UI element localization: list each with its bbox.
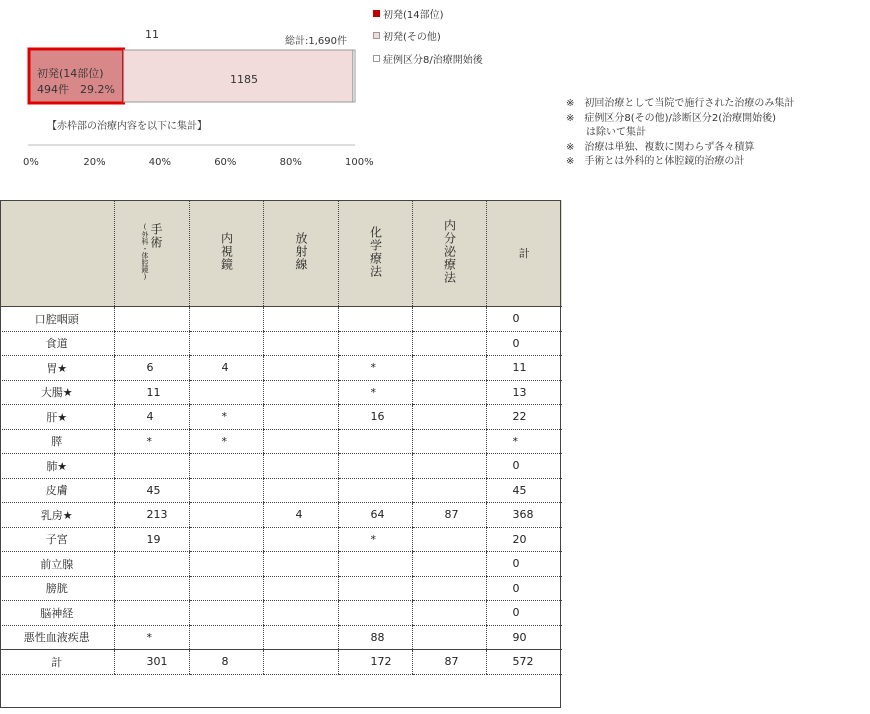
- table-cell: [189, 503, 263, 528]
- table-row: [0, 454, 562, 479]
- table-cell: [338, 331, 412, 356]
- table-cell: [114, 552, 189, 577]
- table-row: [0, 478, 562, 503]
- x-tick-label: 60%: [214, 157, 237, 168]
- table-cell: [189, 552, 263, 577]
- notes: [566, 97, 794, 170]
- table-cell: [263, 331, 338, 356]
- highlight-label-line2: 494件 29.2%: [37, 83, 115, 96]
- legend-label: 初発(その他): [383, 32, 441, 43]
- table-cell: 0: [486, 552, 562, 577]
- table-cell: 0: [486, 331, 562, 356]
- header-chemotherapy: [338, 200, 412, 307]
- table-cell: 16: [338, 405, 412, 430]
- table-cell: *: [338, 380, 412, 405]
- segment-label-top: 11: [145, 28, 159, 41]
- table-cell: 0: [486, 307, 562, 332]
- note-line: ※ 治療は単独、複数に関わらず各々積算: [566, 141, 755, 153]
- table-cell: [412, 331, 486, 356]
- table-cell: [412, 478, 486, 503]
- table-cell: 0: [486, 601, 562, 626]
- table-cell: [189, 576, 263, 601]
- table-cell: [263, 356, 338, 381]
- table-row: [0, 331, 562, 356]
- table-cell: [263, 650, 338, 675]
- header-radiation-label: 放射線: [294, 232, 308, 271]
- table-cell: 572: [486, 650, 562, 675]
- legend-swatch-white: [373, 55, 380, 62]
- table-row: [0, 576, 562, 601]
- table-cell: [412, 307, 486, 332]
- table-cell: [412, 625, 486, 650]
- x-tick-label: 40%: [148, 157, 172, 168]
- note-line: ※ 初回治療として当院で施行された治療のみ集計: [566, 98, 795, 109]
- x-tick-label: 100%: [345, 157, 374, 168]
- table-cell: [338, 429, 412, 454]
- table-cell: 4: [114, 405, 189, 430]
- table-cell: [263, 380, 338, 405]
- table-cell: 45: [114, 478, 189, 503]
- row-label: 悪性血液疾患: [0, 625, 114, 650]
- table-cell: 87: [412, 650, 486, 675]
- table-cell: 45: [486, 478, 562, 503]
- table-cell: [412, 552, 486, 577]
- table-cell: [114, 601, 189, 626]
- highlight-label-line1: 初発(14部位): [37, 67, 104, 80]
- table-cell: [263, 478, 338, 503]
- table-cell: [338, 601, 412, 626]
- table-cell: [412, 576, 486, 601]
- table-cell: [189, 454, 263, 479]
- table-cell: [263, 576, 338, 601]
- table-row: [0, 601, 562, 626]
- table-row: [0, 625, 562, 650]
- table-cell: *: [189, 429, 263, 454]
- table-cell: *: [338, 356, 412, 381]
- x-tick-label: 0%: [23, 157, 39, 168]
- row-label: 胃★: [0, 356, 114, 381]
- table-cell: [263, 429, 338, 454]
- header-total: [486, 200, 562, 307]
- row-label: 肝★: [0, 405, 114, 430]
- header-endocrine-label: 内分泌療法: [442, 219, 457, 284]
- table-cell: 301: [114, 650, 189, 675]
- table-cell: [338, 454, 412, 479]
- table-cell: 8: [189, 650, 263, 675]
- row-label: 肺★: [0, 454, 114, 479]
- table-cell: [189, 380, 263, 405]
- table-row: [0, 380, 562, 405]
- table-cell: 13: [486, 380, 562, 405]
- table-cell: [189, 625, 263, 650]
- table-header-row: [0, 200, 562, 307]
- row-label: 脳神経: [0, 601, 114, 626]
- row-label: 膵: [0, 429, 114, 454]
- table-cell: *: [114, 625, 189, 650]
- table-cell: 20: [486, 527, 562, 552]
- x-tick-label: 80%: [279, 157, 302, 168]
- x-tick-label: 20%: [83, 157, 106, 168]
- table-row: [0, 356, 562, 381]
- table-cell: *: [189, 405, 263, 430]
- table-row: [0, 527, 562, 552]
- header-corner: [0, 200, 114, 307]
- chart-caption: 【赤枠部の治療内容を以下に集計】: [47, 121, 207, 132]
- header-surgery-main: 手術: [149, 222, 163, 249]
- row-label: 前立腺: [0, 552, 114, 577]
- header-endoscopy: [189, 200, 263, 307]
- legend-label: 初発(14部位): [383, 10, 444, 21]
- row-label: 計: [0, 650, 114, 675]
- row-label: 膀胱: [0, 576, 114, 601]
- table-cell: 22: [486, 405, 562, 430]
- table-cell: 87: [412, 503, 486, 528]
- row-label: 子宮: [0, 527, 114, 552]
- table-cell: *: [486, 429, 562, 454]
- header-chemotherapy-label: 化学療法: [368, 225, 383, 278]
- table-cell: [338, 478, 412, 503]
- total-label: 総計:1,690件: [285, 36, 347, 47]
- header-surgery: [114, 200, 189, 307]
- table-cell: 6: [114, 356, 189, 381]
- table-row: [0, 552, 562, 577]
- table-row: [0, 429, 562, 454]
- header-radiation: [263, 200, 338, 307]
- legend-item-initial-14: [373, 6, 444, 21]
- table-cell: [412, 429, 486, 454]
- table-cell: [412, 454, 486, 479]
- segment-label-other: 1185: [230, 73, 258, 86]
- table-cell: [263, 601, 338, 626]
- legend-swatch-red: [373, 10, 380, 17]
- table-cell: [412, 380, 486, 405]
- table-cell: [114, 576, 189, 601]
- table-cell: *: [338, 527, 412, 552]
- table-cell: [114, 454, 189, 479]
- table-cell: [189, 307, 263, 332]
- header-endoscopy-label: 内視鏡: [219, 232, 234, 271]
- note-line: ※ 症例区分8(その他)/診断区分2(治療開始後): [566, 112, 777, 124]
- table-total-row: [0, 650, 562, 675]
- legend-item-initial-other: [373, 28, 441, 43]
- note-line: は除いて集計: [566, 127, 646, 138]
- table-cell: 172: [338, 650, 412, 675]
- row-label: 食道: [0, 331, 114, 356]
- table-cell: 0: [486, 576, 562, 601]
- table-cell: 4: [263, 503, 338, 528]
- row-label: 乳房★: [0, 503, 114, 528]
- table-row: [0, 503, 562, 528]
- table-cell: [263, 307, 338, 332]
- table-cell: 11: [114, 380, 189, 405]
- table-cell: [338, 576, 412, 601]
- header-surgery-sub: (外科・体腔鏡): [141, 222, 149, 281]
- legend-swatch-pink: [373, 32, 380, 39]
- row-label: 口腔咽頭: [0, 307, 114, 332]
- table-row: [0, 405, 562, 430]
- table-cell: 368: [486, 503, 562, 528]
- table-cell: 90: [486, 625, 562, 650]
- table-row: [0, 307, 562, 332]
- table-cell: [189, 601, 263, 626]
- table-cell: 64: [338, 503, 412, 528]
- table-cell: 213: [114, 503, 189, 528]
- note-line: ※ 手術とは外科的と体腔鏡的治療の計: [566, 156, 745, 167]
- table-cell: 88: [338, 625, 412, 650]
- bar-segment-case-8: [353, 50, 355, 102]
- row-label: 皮膚: [0, 478, 114, 503]
- table-cell: [263, 527, 338, 552]
- table-cell: [412, 356, 486, 381]
- table-cell: *: [114, 429, 189, 454]
- table-cell: [412, 527, 486, 552]
- table-cell: [412, 601, 486, 626]
- header-endocrine: [412, 200, 486, 307]
- table-cell: [189, 478, 263, 503]
- table-cell: [263, 552, 338, 577]
- table-cell: [263, 625, 338, 650]
- table-cell: 19: [114, 527, 189, 552]
- table-cell: [412, 405, 486, 430]
- table-cell: 11: [486, 356, 562, 381]
- header-total-label: 計: [518, 247, 530, 260]
- table-cell: [189, 527, 263, 552]
- table-cell: 4: [189, 356, 263, 381]
- table-cell: [114, 331, 189, 356]
- table-cell: [263, 405, 338, 430]
- treatment-table: [0, 200, 562, 675]
- legend-item-case-8: [373, 51, 483, 66]
- table-cell: [189, 331, 263, 356]
- table-cell: [338, 552, 412, 577]
- table-cell: [338, 307, 412, 332]
- row-label: 大腸★: [0, 380, 114, 405]
- legend-label: 症例区分8/治療開始後: [383, 55, 483, 66]
- table-cell: [263, 454, 338, 479]
- table-cell: [114, 307, 189, 332]
- table-cell: 0: [486, 454, 562, 479]
